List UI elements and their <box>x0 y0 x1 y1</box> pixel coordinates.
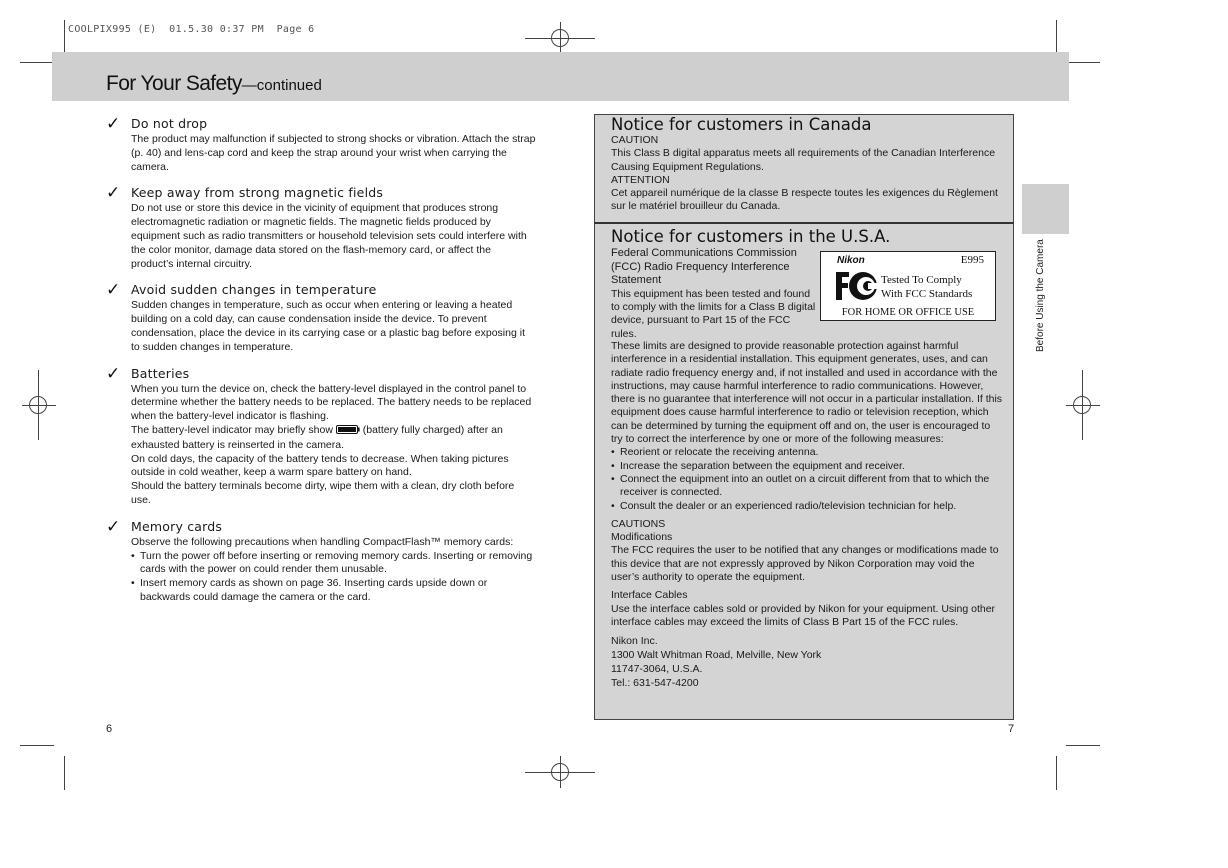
cables-text: Use the interface cables sold or provided by Nikon for your equipment. Using other interface cables may exceed the limits of Class B Part 15 of the FCC rules. <box>611 602 996 628</box>
item-body <box>131 383 536 508</box>
item-paragraph <box>131 424 536 453</box>
modifications-label: Modifications <box>611 531 673 544</box>
item-title: Do not drop <box>131 116 208 131</box>
section-tab <box>1022 184 1069 234</box>
item-paragraph: Observe the following precautions when handling CompactFlash™ memory cards: <box>131 535 514 548</box>
limits-text: These limits are designed to provide reasonable protection against harmful interference in a residential installation. This equipment generates, uses, and can radiate radio frequency energy and, if not installed and used in accordance with the instructions, may cause harmful interference to radio communications. However, there is no guarantee that interference will not occur in a particular installation. If this equipment does cause harmful interference to radio or television reception, which can be determined by turning the equipment off and on, the user is encouraged to try to correct the interference by one or more of the following measures: <box>611 340 1003 446</box>
item-paragraph: When you turn the device on, check the battery-level displayed in the control panel to determine whether the battery needs to be replaced. The battery needs to be replaced when the battery-level indicator is flashing. <box>131 382 532 423</box>
item-body <box>131 299 536 354</box>
fcc-label-usage: FOR HOME OR OFFICE USE <box>841 307 975 318</box>
safety-list <box>106 114 536 615</box>
usa-body <box>611 340 1003 690</box>
canada-notice <box>611 115 1007 214</box>
fcc-intro: This equipment has been tested and found to comply with the limits for a Class B digital device, pursuant to Part 15 of the FCC rules. <box>611 287 816 340</box>
page-title <box>106 72 322 96</box>
caution-text: This Class B digital apparatus meets all requirements of the Canadian Interference Causing Equipment Regulations. <box>611 147 996 173</box>
attention-text: Cet appareil numérique de la classe B respecte toutes les exigences du Règlement sur le matériel brouilleur du Canada. <box>611 187 998 213</box>
nikon-logo: Nikon <box>837 255 865 266</box>
item-paragraph: On cold days, the capacity of the battery tends to decrease. When taking pictures outside in cold weather, keep a warm spare battery on hand. <box>131 452 509 479</box>
page-number-right: 7 <box>1008 723 1015 735</box>
item-text: (battery fully charged) after an exhausted battery is reinserted in the camera. <box>131 423 503 451</box>
checkmark-icon: ✓ <box>106 183 121 203</box>
page-title-main: For Your Safety <box>106 72 242 95</box>
page-title-continued: —continued <box>241 77 322 94</box>
attention-label: ATTENTION <box>611 173 670 186</box>
fcc-compliance-label <box>820 251 996 321</box>
cables-label: Interface Cables <box>611 589 688 602</box>
item-paragraph: The product may malfunction if subjected to strong shocks or vibration. Attach the strap (p. 40) and lens-cap cord and keep the strap around your wrist when carrying the camera. <box>131 133 536 173</box>
fcc-heading: Federal Communications Commission (FCC) Radio Frequency Interference Statement <box>611 247 797 287</box>
measure-item: • Reorient or relocate the receiving antenna. <box>611 446 1003 459</box>
address-line: Nikon Inc. <box>611 635 658 648</box>
fcc-statement <box>611 247 817 341</box>
page-number-left: 6 <box>106 723 113 735</box>
address-line: 1300 Walt Whitman Road, Melville, New York <box>611 649 822 662</box>
item-paragraph: Should the battery terminals become dirty, wipe them with a clean, dry cloth before use. <box>131 480 515 506</box>
section-tab-text: Before Using the Camera <box>1035 239 1046 352</box>
list-item <box>106 518 536 605</box>
checkmark-icon: ✓ <box>106 114 121 133</box>
modifications-text: The FCC requires the user to be notified that any changes or modifications made to this device that are not expressly approved by Nikon Corporation may void the user’s authority to operate the equipment. <box>611 544 999 584</box>
measure-item: • Consult the dealer or an experienced radio/television technician for help. <box>611 500 1003 513</box>
item-title: Batteries <box>131 365 190 381</box>
checkmark-icon: ✓ <box>106 516 121 536</box>
item-title: Memory cards <box>131 518 223 534</box>
item-body <box>131 133 536 174</box>
item-title: Keep away from strong magnetic fields <box>131 185 384 201</box>
bullet-item: • Turn the power off before inserting or removing memory cards. Inserting or removing cards with the power on could render them unusable. <box>131 550 536 578</box>
item-paragraph: Sudden changes in temperature, such as occur when entering or leaving a heated building on a cold day, can cause condensation inside the device. To prevent condensation, place the device in its carrying case or a plastic bag before exposing it to sudden changes in temperature. <box>131 299 525 353</box>
checkmark-icon: ✓ <box>106 363 121 383</box>
section-tab-label <box>1035 236 1049 352</box>
nikon-address <box>611 634 1003 690</box>
battery-full-icon <box>336 425 360 439</box>
cautions-label: CAUTIONS <box>611 517 666 530</box>
item-body <box>131 202 536 271</box>
model-number: E995 <box>960 254 984 266</box>
printer-slug: COOLPIX995 (E) 01.5.30 0:37 PM Page 6 <box>68 24 315 35</box>
measure-item: • Increase the separation between the equipment and receiver. <box>611 460 1003 473</box>
measure-item: • Connect the equipment into an outlet on a circuit different from that to which the receiver is connected. <box>611 473 1003 500</box>
item-title: Avoid sudden changes in temperature <box>131 282 377 298</box>
list-item <box>106 281 536 354</box>
canada-body <box>611 134 1007 214</box>
section-divider <box>594 222 1014 224</box>
list-item <box>106 184 536 271</box>
item-text: The battery-level indicator may briefly show <box>131 423 336 436</box>
fcc-logo-icon <box>835 270 879 307</box>
address-line: Tel.: 631-547-4200 <box>611 677 699 690</box>
caution-label: CAUTION <box>611 134 659 146</box>
item-paragraph: Do not use or store this device in the vicinity of equipment that produces strong electromagnetic radiation or magnetic fields. The magnetic fields produced by equipment such as radio transmitters or household television sets could interfere with the color monitor, damage data stored on the flash-memory card, or affect the product’s internal circuitry. <box>131 202 527 270</box>
fcc-label-line: Tested To Comply <box>881 274 962 286</box>
canada-title: Notice for customers in Canada <box>611 115 872 134</box>
usa-title: Notice for customers in the U.S.A. <box>611 227 891 246</box>
fcc-label-line: With FCC Standards <box>881 288 973 300</box>
list-item <box>106 115 536 174</box>
item-body <box>131 536 536 605</box>
address-line: 11747-3064, U.S.A. <box>611 663 703 676</box>
bullet-item: • Insert memory cards as shown on page 36. Inserting cards upside down or backwards could damage the camera or the card. <box>131 577 536 605</box>
checkmark-icon: ✓ <box>106 280 121 300</box>
list-item <box>106 365 536 508</box>
